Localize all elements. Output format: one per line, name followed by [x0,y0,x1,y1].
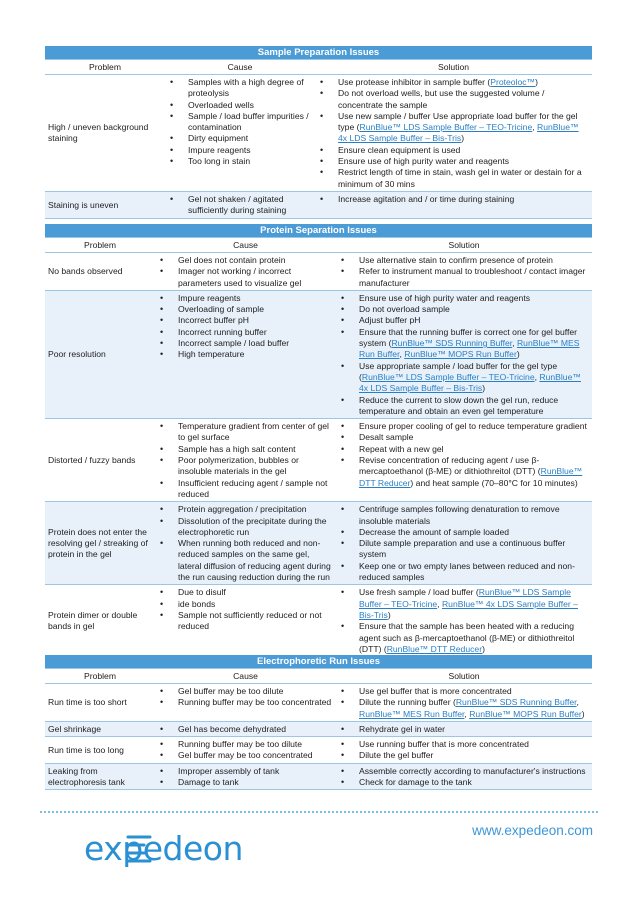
solution-text: ) and heat sample (70–80°C for 10 minutes) [410,477,578,488]
solution-item [339,504,589,527]
product-link[interactable]: Proteoloc™ [490,77,536,87]
column-header-problem: Problem [45,238,155,253]
product-link[interactable]: RunBlue™ MOPS Run Buffer [404,349,517,360]
solution-text: , [576,697,579,708]
solution-list [318,194,589,205]
solution-item [339,455,589,489]
cause-cell [155,737,336,764]
solution-list [339,686,589,720]
cause-item: • Impure reagents [158,293,333,304]
cause-cell [155,253,336,291]
problem-cell: Protein does not enter the resolving gel / streaking of protein in the gel [45,502,155,585]
problem-cell: Poor resolution [45,290,155,418]
cause-item: • Running buffer may be too concentrated [158,697,333,708]
solution-item [339,421,589,432]
solution-text: Dilute the running buffer ( [359,697,456,708]
solution-text: Centrifuge samples following denaturation to remove insoluble materials [359,504,560,526]
solution-item [339,327,589,361]
solution-text: Use new sample / buffer Use appropriate load buffer for the gel type ( [338,110,578,133]
solution-cell [336,585,592,657]
cause-item: • Sample / load buffer impurities / contamination [168,111,312,134]
solution-item [339,697,589,720]
cause-item: • Due to disulf [158,587,333,598]
cause-item: • Overloaded wells [168,100,312,111]
solution-text: Restrict length of time in stain, wash gel in water or destain for a minimum of 30 mins [338,167,582,189]
cause-list [168,194,312,217]
product-link[interactable]: RunBlue™ 4x LDS Sample Buffer – Bis-Tris [359,371,581,394]
solution-cell [336,290,592,418]
cause-item: • Incorrect running buffer [158,327,333,338]
solution-text: Use gel buffer that is more concentrated [359,686,512,696]
cause-item: • Overloading of sample [158,304,333,315]
table-row [45,191,592,218]
solution-item [339,621,589,655]
cause-item: • Sample has a high salt content [158,444,333,455]
solution-item [339,255,589,266]
solution-text: Rehydrate gel in water [359,723,445,734]
solution-text: Ensure use of high purity water and reagents [359,292,531,303]
cause-cell [155,419,336,502]
solution-text: Use protease inhibitor in sample buffer ( [338,77,491,87]
cause-item: • Gel buffer may be too concentrated [158,750,333,761]
problem-cell: Run time is too long [45,737,155,764]
cause-item: • Improper assembly of tank [158,766,333,777]
solution-text: Ensure proper cooling of gel to reduce temperature gradient [359,421,587,432]
cause-item: • Sample not sufficiently reduced or not reduced [158,610,333,633]
solution-text: ) [387,609,391,620]
solution-list [318,77,589,190]
solution-text: Use alternative stain to confirm presence of protein [359,255,553,265]
solution-text: ) [581,708,585,719]
solution-text: Dilute the gel buffer [359,750,434,761]
solution-text: , [437,598,442,609]
solution-item [339,766,589,777]
solution-item [339,444,589,455]
cause-list [158,293,333,361]
cause-item: • When running both reduced and non-reduced samples on the same gel, lateral diffusion of reducing agent during the run causing reduction during the run [158,538,333,583]
product-link[interactable]: RunBlue™ LDS Sample Buffer – TEO-Tricine [359,587,571,609]
solution-text: Dilute sample preparation and use a continuous buffer system [359,538,566,560]
solution-text: Keep one or two empty lanes between reduced and non-reduced samples [359,560,575,583]
product-link[interactable]: RunBlue™ MOPS Run Buffer [469,708,582,719]
product-link[interactable]: RunBlue™ 4x LDS Sample Buffer – Bis-Tris [359,598,578,620]
section-title: Protein Separation Issues [45,224,592,237]
cause-item: • Imager not working / incorrect parameters used to visualize gel [158,266,333,289]
solution-text: Do not overload wells, but use the suggested volume / concentrate the sample [338,88,545,110]
table-row [45,721,592,736]
solution-item [318,88,589,111]
table-row [45,75,592,192]
table-row [45,290,592,418]
solution-cell [315,75,592,192]
cause-cell [155,585,336,657]
solution-text: Check for damage to the tank [359,777,472,788]
cause-list [158,504,333,583]
cause-cell [155,721,336,736]
solution-text: ) [482,383,486,394]
solution-list [339,766,589,789]
cause-item: • ide bonds [158,599,333,610]
column-header-solution: Solution [336,238,592,253]
cause-list [158,421,333,500]
cause-item: • Gel does not contain protein [158,255,333,266]
cause-item: • Running buffer may be too dilute [158,739,333,750]
problem-cell: Staining is uneven [45,191,165,218]
product-link[interactable]: RunBlue™ MES Run Buffer [359,338,580,360]
solution-cell [336,684,592,722]
section-title: Electrophoretic Run Issues [45,655,592,668]
solution-item [339,395,589,418]
cause-list [158,686,333,709]
solution-text: Use appropriate sample / load buffer for the gel type ( [359,360,558,382]
troubleshooting-table [45,59,592,219]
solution-list [339,293,589,417]
solution-cell [336,737,592,764]
column-header-cause: Cause [165,60,315,75]
product-link[interactable]: RunBlue™ LDS Sample Buffer – TEO-Tricine [359,122,533,133]
solution-text: Assemble correctly according to manufacturer's instructions [359,765,586,776]
section-title: Sample Preparation Issues [45,46,592,59]
header-row [45,669,592,684]
column-header-problem: Problem [45,669,155,684]
column-header-solution: Solution [315,60,592,75]
solution-list [339,504,589,583]
solution-item [318,167,589,190]
solution-item [339,750,589,761]
solution-text: Desalt sample [359,432,414,443]
solution-item [318,156,589,167]
solution-text: Decrease the amount of sample loaded [359,526,510,537]
solution-text: Repeat with a new gel [359,443,444,454]
solution-cell [315,191,592,218]
table-row [45,684,592,722]
cause-item: • Poor polymerization, bubbles or insoluble materials in the gel [158,455,333,478]
cause-item: • Gel has become dehydrated [158,724,333,735]
expedeon-logo-text: expedeon [84,829,243,868]
solution-text: ) [535,77,539,87]
cause-item: • Incorrect sample / load buffer [158,338,333,349]
solution-item [318,77,589,88]
product-link[interactable]: RunBlue™ DTT Reducer [386,643,483,654]
cause-list [158,766,333,789]
solution-cell [336,419,592,502]
solution-item [339,304,589,315]
cause-item: • Too long in stain [168,156,312,167]
cause-cell [155,290,336,418]
solution-text: , [534,371,540,382]
sample-preparation-section [45,46,592,219]
solution-item [339,561,589,584]
solution-item [318,111,589,145]
problem-cell: Protein dimer or double bands in gel [45,585,155,657]
cause-item: • Impure reagents [168,145,312,156]
column-header-cause: Cause [155,669,336,684]
table-row [45,763,592,790]
solution-text: Refer to instrument manual to troubleshoot / contact imager manufacturer [359,266,586,288]
cause-cell [165,191,315,218]
solution-text: Do not overload sample [359,304,450,315]
solution-item [339,538,589,561]
cause-list [158,724,333,735]
solution-list [339,724,589,735]
solution-text: , [512,338,517,349]
solution-text: ) [482,643,485,654]
solution-item [339,315,589,326]
solution-list [339,255,589,289]
solution-item [339,739,589,750]
table-row [45,502,592,585]
problem-cell: Gel shrinkage [45,721,155,736]
solution-cell [336,253,592,291]
solution-cell [336,502,592,585]
problem-cell: High / uneven background staining [45,75,165,192]
solution-item [339,777,589,788]
problem-cell: Distorted / fuzzy bands [45,419,155,502]
cause-item: • Dirty equipment [168,133,312,144]
solution-text: Adjust buffer pH [359,315,421,326]
cause-list [168,77,312,167]
cause-item: • Insufficient reducing agent / sample not reduced [158,478,333,501]
cause-item: • Damage to tank [158,777,333,788]
cause-list [158,739,333,762]
solution-item [339,266,589,289]
solution-text: Ensure clean equipment is used [338,144,461,155]
problem-cell: No bands observed [45,253,155,291]
cause-item: • Incorrect buffer pH [158,315,333,326]
solution-item [318,145,589,156]
product-link[interactable]: RunBlue™ MES Run Buffer [359,708,465,719]
solution-text: Use running buffer that is more concentrated [359,739,529,750]
solution-text: Reduce the current to slow down the gel run, reduce temperature and obtain an even gel temperature [359,394,559,416]
cause-cell [165,75,315,192]
solution-text: ) [461,133,465,144]
solution-cell [336,763,592,790]
header-row [45,60,592,75]
footer-divider [40,811,598,813]
solution-item [339,686,589,697]
solution-item [339,724,589,735]
cause-item: • Samples with a high degree of proteolysis [168,77,312,100]
table-row [45,737,592,764]
cause-item: • Temperature gradient from center of gel to gel surface [158,421,333,444]
product-link[interactable]: RunBlue™ SDS Running Buffer [455,697,577,708]
product-link[interactable]: RunBlue™ DTT Reducer [359,466,583,488]
header-row [45,238,592,253]
troubleshooting-table [45,668,592,790]
protein-separation-section [45,224,592,657]
cause-cell [155,684,336,722]
solution-item [339,527,589,538]
problem-cell: Run time is too short [45,684,155,722]
problem-cell: Leaking from electrophoresis tank [45,763,155,790]
electrophoretic-run-section [45,655,592,790]
solution-list [339,739,589,762]
column-header-cause: Cause [155,238,336,253]
product-link[interactable]: RunBlue™ LDS Sample Buffer – TEO-Tricine [361,371,535,382]
solution-list [339,587,589,655]
table-row [45,419,592,502]
column-header-problem: Problem [45,60,165,75]
solution-text: Ensure that the running buffer is correct one for gel buffer system ( [359,326,577,349]
cause-cell [155,763,336,790]
solution-item [339,432,589,443]
solution-text: Use fresh sample / load buffer ( [359,587,479,598]
cause-item: • Dissolution of the precipitate during the electrophoretic run [158,516,333,539]
cause-cell [155,502,336,585]
cause-item: • Gel not shaken / agitated sufficiently during staining [168,194,312,217]
solution-text: Revise concentration of reducing agent / use β-mercaptoethanol (β-ME) or dithiothreitol (DTT) ( [359,455,541,477]
solution-text: Increase agitation and / or time during staining [338,193,515,204]
solution-item [339,293,589,304]
table-row [45,585,592,657]
product-link[interactable]: RunBlue™ SDS Running Buffer [391,338,513,349]
solution-text: Ensure that the sample has been heated with a reducing agent such as β-mercaptoethanol (β-ME) or dithiothreitol (DTT) ( [359,621,575,654]
cause-list [158,587,333,632]
cause-item: • Gel buffer may be too dilute [158,686,333,697]
cause-item: • Protein aggregation / precipitation [158,504,333,515]
solution-text: , [532,122,538,133]
product-link[interactable]: RunBlue™ 4x LDS Sample Buffer – Bis-Tris [338,122,579,144]
website-link[interactable]: www.expedeon.com [472,823,593,838]
solution-item [318,194,589,205]
cause-item: • High temperature [158,349,333,360]
solution-cell [336,721,592,736]
column-header-solution: Solution [336,669,592,684]
solution-item [339,587,589,621]
solution-list [339,421,589,489]
solution-item [339,361,589,395]
solution-text: Ensure use of high purity water and reagents [338,156,510,167]
troubleshooting-table [45,237,592,657]
table-row [45,253,592,291]
solution-text: ) [516,349,520,360]
solution-text: , [399,349,405,360]
solution-text: , [464,708,470,719]
cause-list [158,255,333,289]
